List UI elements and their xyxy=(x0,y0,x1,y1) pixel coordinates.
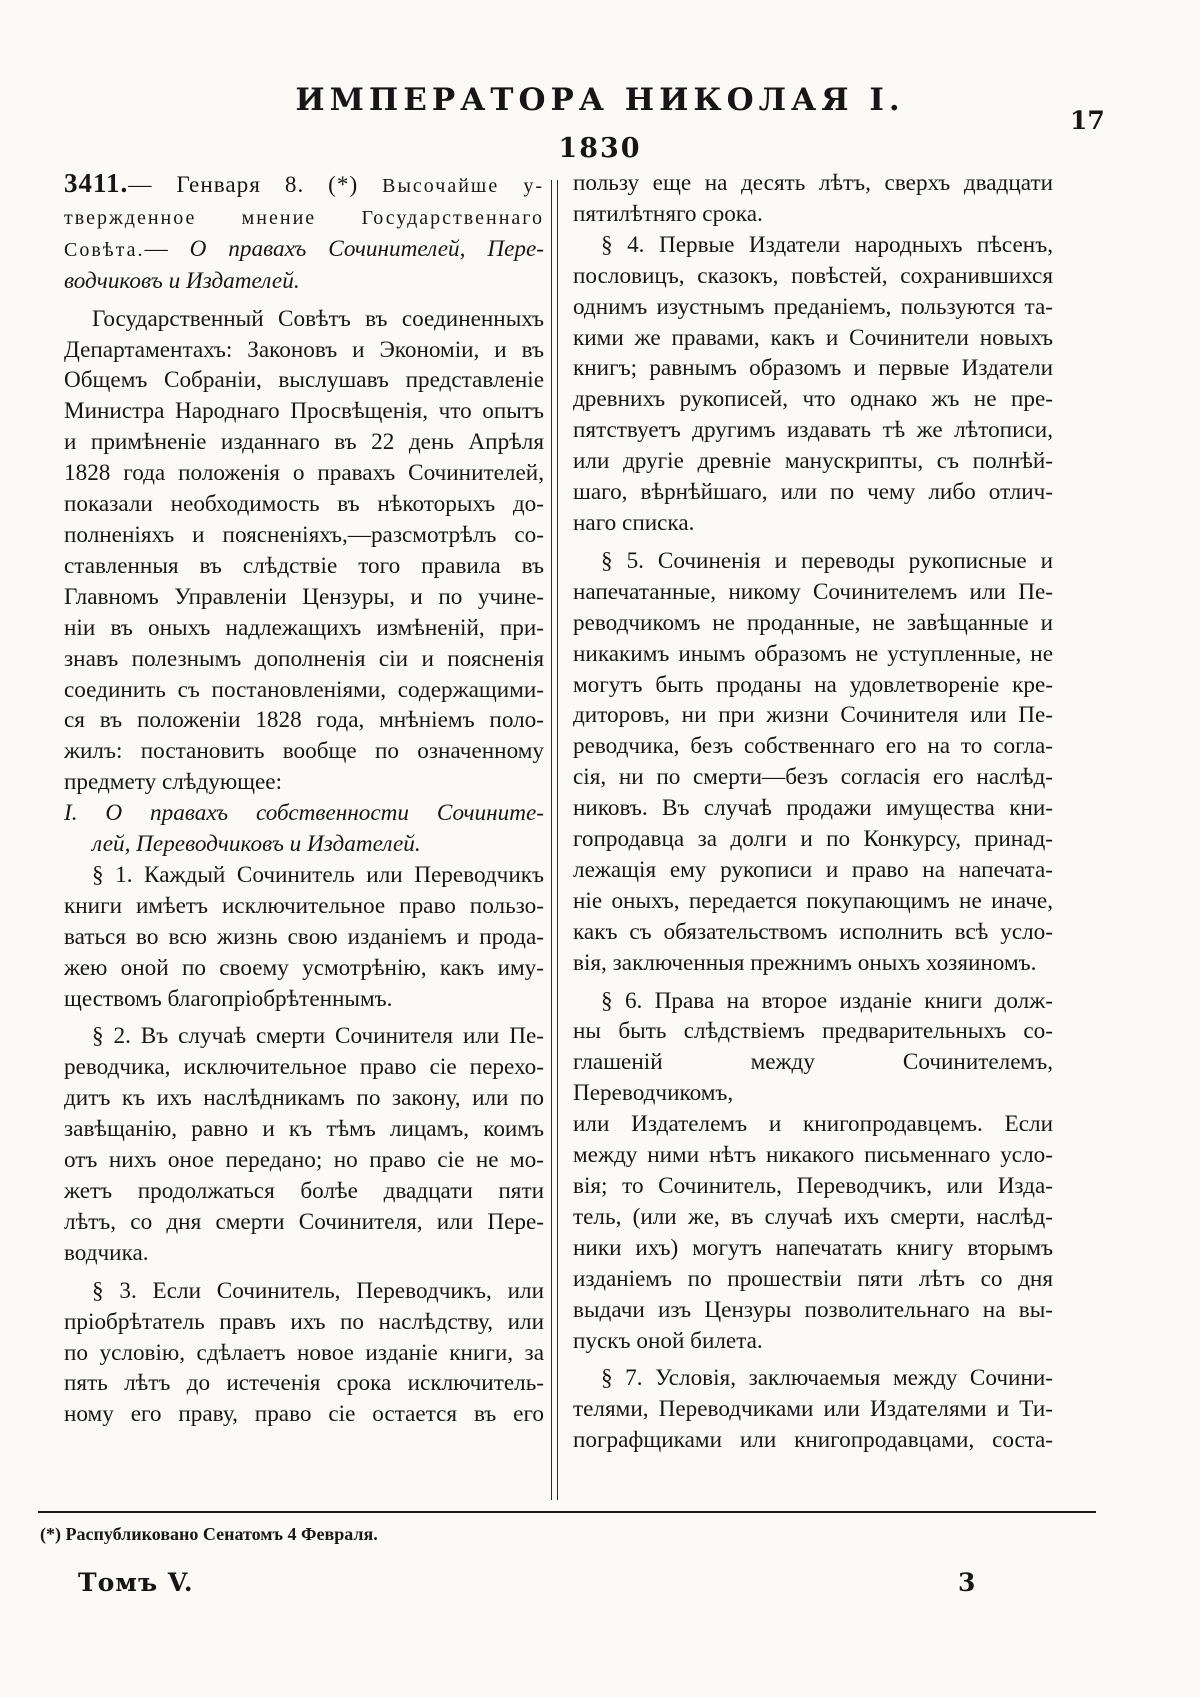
text-line: книги имѣетъ исключительное право пользо- xyxy=(64,892,544,919)
decree-subject: О правахъ Сочинителей, Пере- xyxy=(189,235,544,262)
text-line: предмету слѣдующее: xyxy=(64,769,283,796)
text-line: вія; то Сочинитель, Переводчикъ, или Изда- xyxy=(573,1173,1053,1199)
text-line: древнихъ рукописей, что однако жъ не пре- xyxy=(573,386,1053,413)
text-line: ніе оныхъ, передается покупающимъ не иначе, xyxy=(573,887,1053,914)
text-line: 3411.— Генваря 8. (*) Высочайше у- xyxy=(64,168,544,198)
text-line: или другіе древніе манускрипты, съ полнѣй- xyxy=(573,448,1053,475)
decree-title-spaced: Высочайше у- xyxy=(382,175,544,197)
text-line: водчиковъ и Издателей. xyxy=(64,267,300,294)
text-line: диторовъ, ни при жизни Сочинителя или Пе- xyxy=(573,702,1053,729)
text-line: ному его праву, право сіе остается въ его xyxy=(64,1401,544,1428)
text-line: лѣтъ, со дня смерти Сочинителя, или Пере- xyxy=(64,1208,544,1235)
text-line: тель, (или же, въ случаѣ ихъ смерти, наслѣд- xyxy=(573,1203,1053,1230)
text-line: Государственный Совѣтъ въ соединенныхъ xyxy=(92,305,544,332)
running-head: ИМПЕРАТОРА НИКОЛАЯ I. xyxy=(295,82,905,118)
text-line: изданіемъ по прошествіи пяти лѣтъ со дня xyxy=(573,1265,1053,1292)
footnote: (*) Распубликовано Сенатомъ 4 Февраля. xyxy=(40,1524,378,1544)
text-line: ники ихъ) могутъ напечатать книгу вторымъ xyxy=(573,1234,1053,1261)
decree-title-spaced: твержденное мнение Государственнаго xyxy=(64,206,544,229)
text-line: § 6. Права на второе изданіе книги долж- xyxy=(601,987,1053,1014)
text-line: реводчика, безъ собственнаго его на то согла- xyxy=(573,733,1053,760)
text-line: или Издателемъ и книгопродавцемъ. Если xyxy=(573,1111,1053,1138)
text-line: полненіяхъ и поясненіяхъ,—разсмотрѣлъ со- xyxy=(64,521,544,548)
text-line: пять лѣтъ до истеченія срока исключитель- xyxy=(64,1370,544,1397)
text-line: дитъ къ ихъ наслѣдникамъ по закону, или по xyxy=(64,1085,544,1112)
text-line: никовъ. Въ случаѣ продажи имущества кни- xyxy=(573,795,1053,822)
text-line: водчика. xyxy=(64,1239,149,1266)
text-line: пятствуетъ другимъ издавать тѣ же лѣтописи, xyxy=(573,417,1053,444)
text-line: шаго, вѣрнѣйшаго, или по чему либо отлич- xyxy=(573,479,1053,506)
decree-number: 3411. xyxy=(64,168,129,198)
text-line: ніи въ оныхъ надлежащихъ измѣненій, при- xyxy=(64,614,544,641)
text-line: завѣщанію, равно и къ тѣмъ лицамъ, коимъ xyxy=(64,1116,544,1143)
text-line: вія, заключенныя прежнимъ оныхъ хозяиномъ. xyxy=(573,949,1037,976)
text-line: ся въ положеніи 1828 года, мнѣніемъ поло- xyxy=(64,707,544,734)
text-line: § 4. Первые Издатели народныхъ пѣсенъ, xyxy=(601,231,1053,258)
text-line: по условію, сдѣлаетъ новое изданіе книги, за xyxy=(64,1339,544,1366)
year-heading: 1830 xyxy=(558,133,642,164)
text-line: книгъ; равнымъ образомъ и первые Издатели xyxy=(573,355,1053,382)
text-line: выдачи изъ Цензуры позволительнаго на вы- xyxy=(573,1296,1053,1323)
text-line: § 1. Каждый Сочинитель или Переводчикъ xyxy=(92,861,544,888)
text-line: телями, Переводчиками или Издателями и Ти- xyxy=(573,1396,1053,1423)
signature-mark: 3 xyxy=(958,1568,976,1597)
text-line: и примѣненіе изданнаго въ 22 день Апрѣля xyxy=(64,429,544,456)
text-line: пословицъ, сказокъ, повѣстей, сохранившихся xyxy=(573,262,1053,289)
text-line: Главномъ Управленіи Цензуры, и по учине- xyxy=(64,583,544,610)
text-line: сія, ни по смерти—безъ согласія его наслѣд- xyxy=(573,764,1053,791)
text-line: § 2. Въ случаѣ смерти Сочинителя или Пе- xyxy=(92,1023,544,1050)
text-line: наго списка. xyxy=(573,509,695,536)
text-line: жею оной по своему усмотрѣнію, какъ иму- xyxy=(64,954,544,981)
text-line: пользу еще на десять лѣтъ, сверхъ двадцати xyxy=(573,170,1053,196)
volume-label: Томъ V. xyxy=(78,1568,194,1597)
text-line: могутъ быть проданы на удовлетвореніе кре- xyxy=(573,671,1053,698)
text-line: реводчикомъ не проданные, не завѣщанные и xyxy=(573,609,1053,636)
text-line: между ними нѣтъ никакого письменнаго усло- xyxy=(573,1142,1053,1169)
text-line: жилъ: постановить вообще по означенному xyxy=(64,738,544,765)
text-line: соединить съ постановленіями, содержащими- xyxy=(64,676,544,703)
text-line: пріобрѣтатель правъ ихъ по наслѣдству, или xyxy=(64,1308,544,1335)
text-line: реводчика, исключительное право сіе перехо- xyxy=(64,1054,544,1081)
text-line: лежащія ему рукописи и право на напечата- xyxy=(573,856,1053,883)
text-line: какъ съ обязательствомъ исполнить всѣ усло- xyxy=(573,918,1053,945)
text-line: ществомъ благопріобрѣтеннымъ. xyxy=(64,985,393,1012)
text-line: пускъ оной билета. xyxy=(573,1327,763,1354)
text-line: пятилѣтняго срока. xyxy=(573,200,763,227)
text-line: показали необходимость въ нѣкоторыхъ до- xyxy=(64,491,544,518)
section-heading: I. О правахъ собственности Сочините- xyxy=(64,800,544,827)
text-line: напечатанные, никому Сочинителемъ или Пе- xyxy=(573,578,1053,605)
text-line: никакимъ инымъ образомъ не уступленные, не xyxy=(573,640,1053,667)
text-line: § 3. Если Сочинитель, Переводчикъ, или xyxy=(92,1277,544,1304)
left-column xyxy=(64,168,544,1430)
text-line: § 7. Условія, заключаемыя между Сочини- xyxy=(601,1365,1053,1392)
text-line: Министра Народнаго Просвѣщенія, что опытъ xyxy=(64,398,544,425)
text-line: знавъ полезнымъ дополненія сіи и поясненія xyxy=(64,645,544,672)
text-line: ставленныя въ слѣдствіе того правила въ xyxy=(64,552,544,579)
page-number: 17 xyxy=(1070,106,1105,135)
text-line: однимъ изустнымъ преданіемъ, пользуются та- xyxy=(573,293,1053,320)
text-line: § 5. Сочиненія и переводы рукописные и xyxy=(601,547,1053,574)
text-line: Департаментахъ: Законовъ и Экономіи, и въ xyxy=(64,336,544,363)
text-line: ваться во всю жизнь свою изданіемъ и прода- xyxy=(64,923,544,950)
text-line: Совѣта.— О правахъ Сочинителей, Пере- xyxy=(64,235,544,262)
decree-title-spaced: Совѣта. xyxy=(64,238,145,261)
text-line: пографщиками или книгопродавцами, состa- xyxy=(573,1427,1053,1454)
text-line: гопродавца за долги и по Конкурсу, принад- xyxy=(573,826,1053,853)
text-line: кими же правами, какъ и Сочинители новыхъ xyxy=(573,324,1053,351)
footnote-rule xyxy=(38,1511,1096,1513)
text-line: жетъ продолжаться болѣе двадцати пяти xyxy=(64,1178,544,1204)
text-line: отъ нихъ оное передано; но право сіе не мо- xyxy=(64,1147,544,1174)
text-line: 1828 года положенія о правахъ Сочинителей, xyxy=(64,460,544,487)
text-line: глашеній между Сочинителемъ, Переводчикомъ, xyxy=(573,1049,1053,1107)
text-line xyxy=(64,202,544,234)
right-column xyxy=(573,168,1053,1456)
column-divider xyxy=(551,180,558,1500)
text-line: Общемъ Собраніи, выслушавъ представленіе xyxy=(64,367,544,394)
section-heading: лей, Переводчиковъ и Издателей. xyxy=(92,831,421,858)
text-line: ны быть слѣдствіемъ предварительныхъ со- xyxy=(573,1018,1053,1045)
